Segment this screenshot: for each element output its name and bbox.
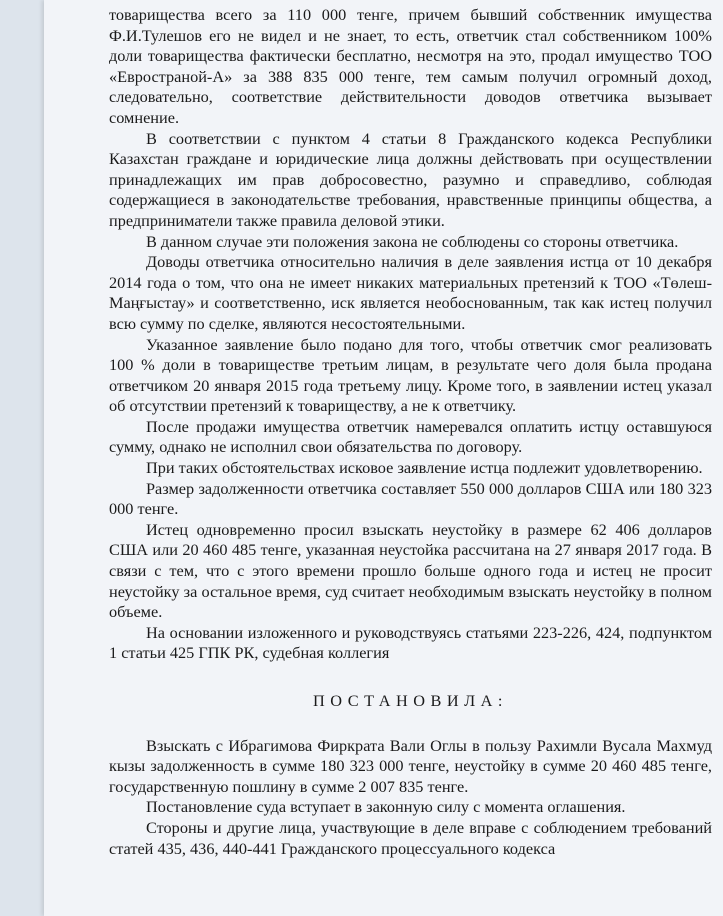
paragraph: Доводы ответчика относительно наличия в деле заявления истца от 10 декабря 2014 года о том, что она не имеет никаких материальных претензий к ТОО «Төлеш-Маңғыстау» и соответственно, иск является необоснованным, так как истец получил всю сумму по сделке, являются несостоятельными. xyxy=(109,252,712,333)
paragraph: В соответствии с пунктом 4 статьи 8 Гражданского кодекса Республики Казахстан граждане и юридические лица должны действовать при осуществлении принадлежащих им прав добросовестно, разумно и справедливо, соблюдая содержащиеся в законодательстве требования, нравственные принципы общества, а предприниматели также правила деловой этики. xyxy=(109,128,712,230)
paragraph: товарищества всего за 110 000 тенге, причем бывший собственник имущества Ф.И.Тулешов его не видел и не знает, то есть, ответчик стал собственником 100% доли товарищества фактически бесплатно, несмотря на это, продал имущество ТОО «Евространой-А» за 388 835 000 тенге, тем самым получил огромный доход, следовательно, соответствие действительности доводов ответчика вызывает сомнение. xyxy=(109,5,712,127)
paragraph: Стороны и другие лица, участвующие в деле вправе с соблюдением требований статей 435, 436, 440-441 Гражданского процессуального кодекса xyxy=(109,817,712,858)
paragraph: На основании изложенного и руководствуясь статьями 223-226, 424, подпунктом 1 статьи 425 ГПК РК, судебная коллегия xyxy=(109,622,712,663)
paragraph: Взыскать с Ибрагимова Фиркрата Вали Оглы в пользу Рахимли Вусала Махмуд кызы задолженность в сумме 180 323 000 тенге, неустойку в сумме 20 460 485 тенге, государственную пошлину в сумме 2 007 835 тенге. xyxy=(109,735,712,796)
paragraph: Размер задолженности ответчика составляет 550 000 долларов США или 180 323 000 тенге. xyxy=(109,478,712,519)
document-page xyxy=(44,0,723,916)
paragraph: При таких обстоятельствах исковое заявление истца подлежит удовлетворению. xyxy=(146,458,703,478)
paragraphs-after xyxy=(109,736,712,860)
paragraph: В данном случае эти положения закона не соблюдены со стороны ответчика. xyxy=(146,231,679,251)
paragraph: Постановление суда вступает в законную силу с момента оглашения. xyxy=(146,797,626,817)
paragraph: Истец одновременно просил взыскать неустойку в размере 62 406 долларов США или 20 460 485 тенге, указанная неустойка рассчитана на 27 января 2017 года. В связи с тем, что с этого времени прошло больше одного года и истец не просит неустойку за остальное время, суд считает необходимым взыскать неустойку в полном объеме. xyxy=(109,519,712,622)
paragraph: После продажи имущества ответчик намеревался оплатить истцу оставшуюся сумму, однако не исполнил свои обязательства по договору. xyxy=(109,416,712,457)
paragraph: Указанное заявление было подано для того, чтобы ответчик смог реализовать 100 % доли в товариществе третьим лицам, в результате чего доля была продана ответчиком 20 января 2015 года третьему лицу. Кроме того, в заявлении истец указал об отсутствии претензий к товариществу, а не к ответчику. xyxy=(109,334,712,416)
document-text xyxy=(109,5,712,859)
paragraphs-before xyxy=(109,5,712,664)
resolution-heading: ПОСТАНОВИЛА: xyxy=(313,691,508,710)
